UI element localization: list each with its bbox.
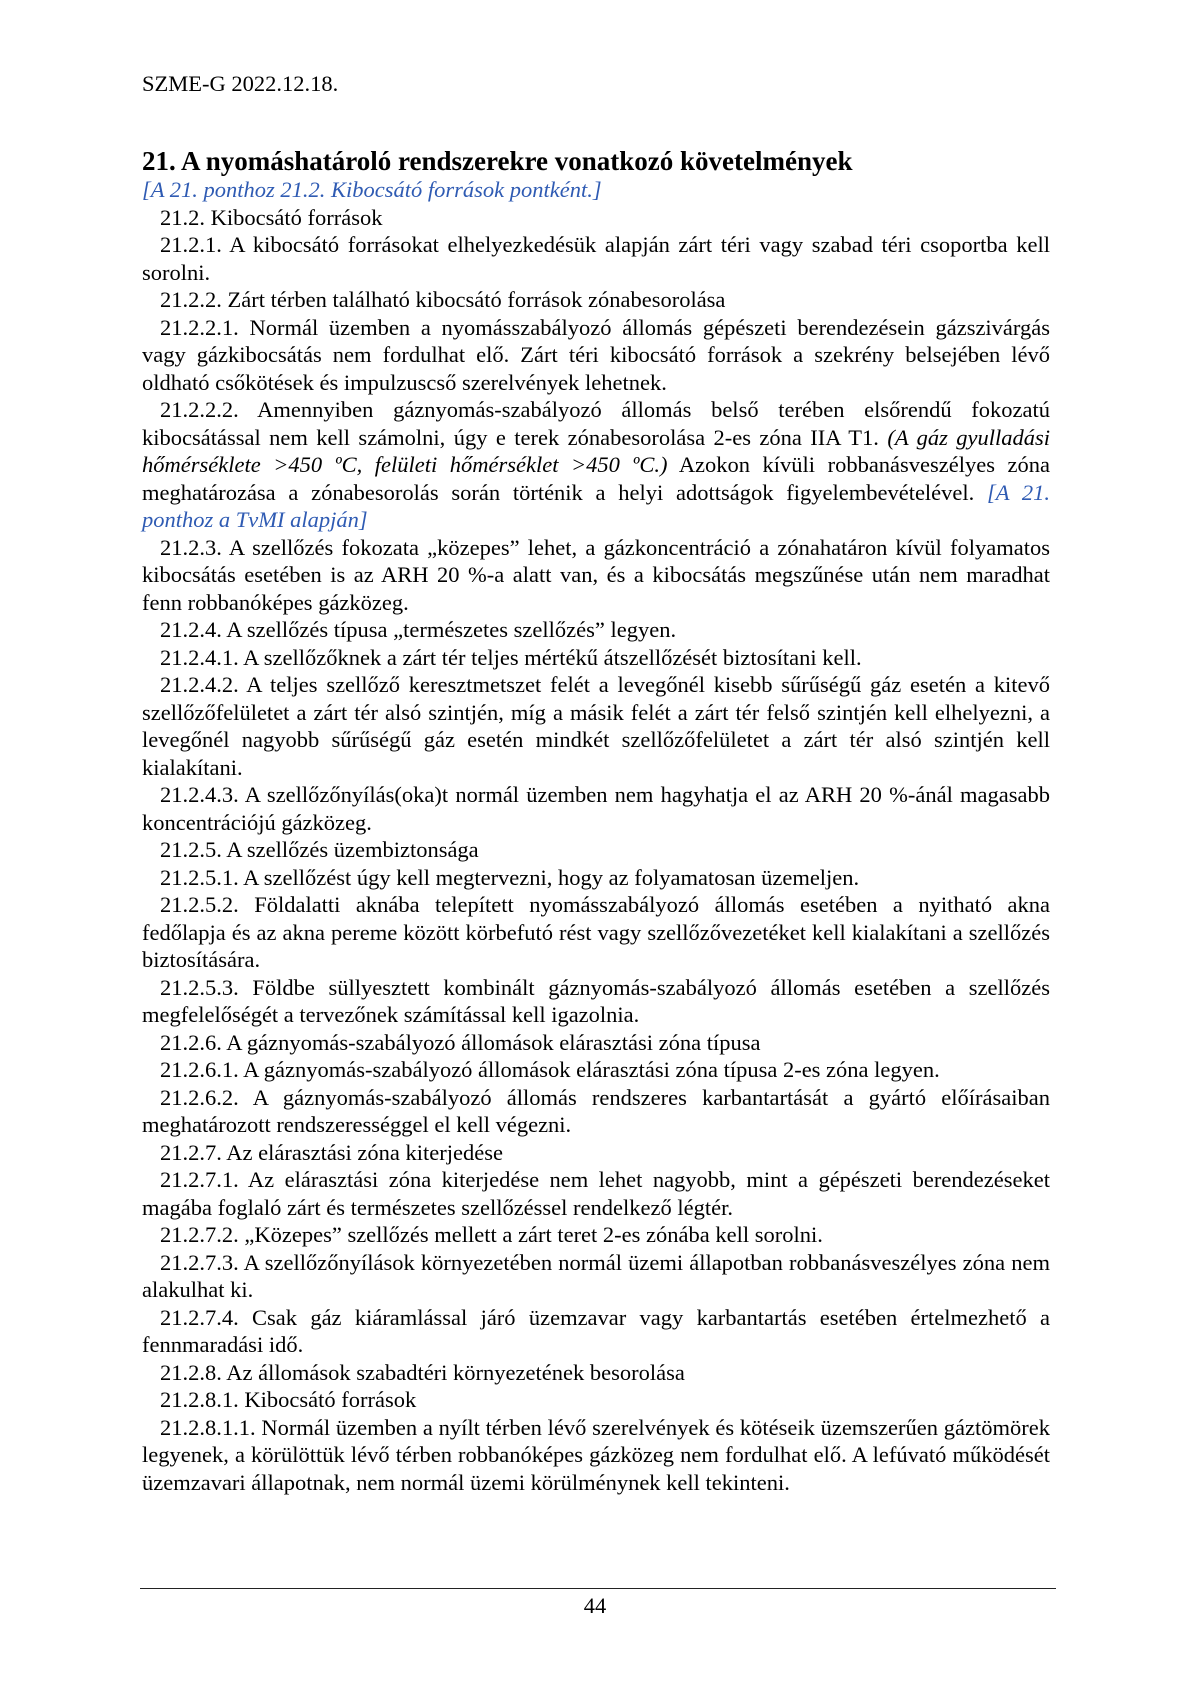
paragraph-21-2-2: 21.2.2. Zárt térben található kibocsátó források zónabesorolása (160, 287, 726, 312)
paragraph-21-2-8-1-1: 21.2.8.1.1. Normál üzemben a nyílt térben lévő szerelvények és kötéseik üzemszerűen gáztömörek legyenek, a körülöttük lévő térben robbanóképes gázközeg nem fordulhat elő. A lefúvató működését üzemzavari állapotnak, nem normál üzemi körülménynek kell tekinteni. (142, 1414, 1050, 1495)
paragraph-21-2-7-1: 21.2.7.1. Az elárasztási zóna kiterjedése nem lehet nagyobb, mint a gépészeti berendezéseket magába foglaló zárt és természetes szellőzéssel rendelkező légtér. (142, 1167, 1050, 1220)
paragraph-21-2-7-3: 21.2.7.3. A szellőzőnyílások környezetében normál üzemi állapotban robbanásveszélyes zóna nem alakulhat ki. (142, 1249, 1050, 1302)
paragraph-21-2-7-4: 21.2.7.4. Csak gáz kiáramlással járó üzemzavar vagy karbantartás esetében értelmezhető a fennmaradási idő. (142, 1304, 1050, 1357)
tvmi-reference: [A 21. ponthoz a TvMI alapján] (142, 479, 1050, 532)
temperature-note: (A gáz gyulladási hőmérséklete >450 ºC, felületi hőmérséklet >450 ºC.) (142, 424, 1051, 477)
paragraph-21-2-6-1: 21.2.6.1. A gáznyomás-szabályozó állomások elárasztási zóna típusa 2-es zóna legyen. (160, 1057, 940, 1082)
paragraph-text: 21.2.2.2. Amennyiben gáznyomás-szabályozó állomás belső terében elsőrendű fokozatú kibocsátással nem kell számolni, úgy e terek zónabesorolása 2-es zóna IIA T1. (142, 397, 1050, 450)
paragraph-21-2-2-2 (142, 396, 1050, 534)
paragraph-21-2-3: 21.2.3. A szellőzés fokozata „közepes” lehet, a gázkoncentráció a zónahatáron kívül folyamatos kibocsátás esetében is az ARH 20 %-a alatt van, és a kibocsátás megszűnése után nem maradhat fenn robbanóképes gázközeg. (142, 534, 1050, 615)
footer-divider (140, 1588, 1056, 1589)
paragraph-21-2-6: 21.2.6. A gáznyomás-szabályozó állomások elárasztási zóna típusa (160, 1029, 761, 1055)
paragraph-21-2-4-1: 21.2.4.1. A szellőzőknek a zárt tér teljes mértékű átszellőzését biztosítani kell. (160, 644, 862, 670)
document-header: SZME-G 2022.12.18. (142, 71, 339, 96)
main-content (142, 146, 1050, 1496)
paragraph-21-2-1: 21.2.1. A kibocsátó forrásokat elhelyezkedésük alapján zárt téri vagy szabad téri csoportba kell sorolni. (142, 232, 1050, 285)
paragraph-21-2-7-2: 21.2.7.2. „Közepes” szellőzés mellett a zárt teret 2-es zónába kell sorolni. (160, 1222, 823, 1247)
section-title: 21. A nyomáshatároló rendszerekre vonatkozó követelmények (142, 146, 853, 176)
paragraph-21-2-4-3: 21.2.4.3. A szellőzőnyílás(oka)t normál üzemben nem hagyhatja el az ARH 20 %-ánál magasabb koncentrációjú gázközeg. (142, 782, 1050, 835)
paragraph-21-2-6-2: 21.2.6.2. A gáznyomás-szabályozó állomás rendszeres karbantartását a gyártó előírásaiban meghatározott rendszerességgel el kell végezni. (142, 1084, 1050, 1137)
paragraph-21-2-4-2: 21.2.4.2. A teljes szellőző keresztmetszet felét a levegőnél kisebb sűrűségű gáz esetén a kitevő szellőzőfelületet a zárt tér alsó szintjén, míg a másik felét a zárt tér felső szintjén kell elhelyezni, a levegőnél nagyobb sűrűségű gáz esetén mindkét szellőzőfelületet a zárt tér alsó szintjén kell kialakítani. (142, 672, 1050, 780)
paragraph-21-2-7: 21.2.7. Az elárasztási zóna kiterjedése (160, 1139, 503, 1165)
paragraph-21-2-5-3: 21.2.5.3. Földbe süllyesztett kombinált gáznyomás-szabályozó állomás esetében a szellőzés megfelelőségét a tervezőnek számítással kell igazolnia. (142, 974, 1050, 1027)
paragraph-text-continued: Azokon kívüli robbanásveszélyes zóna meghatározása a zónabesorolás során történik a helyi adottságok figyelembevételével. (142, 452, 1050, 505)
paragraph-21-2-5: 21.2.5. A szellőzés üzembiztonsága (160, 837, 479, 862)
paragraph-21-2-8-1: 21.2.8.1. Kibocsátó források (160, 1387, 417, 1412)
paragraph-21-2: 21.2. Kibocsátó források (160, 204, 383, 230)
paragraph-21-2-4: 21.2.4. A szellőzés típusa „természetes szellőzés” legyen. (160, 617, 677, 642)
paragraph-21-2-5-2: 21.2.5.2. Földalatti aknába telepített nyomásszabályozó állomás esetében a nyitható akna fedőlapja és az akna pereme között körbefutó rést vagy szellőzővezetéket kell kialakítani a szellőzés biztosítására. (142, 892, 1050, 972)
paragraph-21-2-2-1: 21.2.2.1. Normál üzemben a nyomásszabályozó állomás gépészeti berendezésein gázszivárgás vagy gázkibocsátás nem fordulhat elő. Zárt téri kibocsátó források a szekrény belsejében lévő oldható csőkötések és impulzuscső szerelvények lehetnek. (142, 314, 1050, 395)
section-reference-note: [A 21. ponthoz 21.2. Kibocsátó források pontként.] (142, 177, 602, 202)
page-number: 44 (583, 1593, 607, 1618)
paragraph-21-2-5-1: 21.2.5.1. A szellőzést úgy kell megtervezni, hogy az folyamatosan üzemeljen. (160, 864, 860, 890)
paragraph-21-2-8: 21.2.8. Az állomások szabadtéri környezetének besorolása (160, 1359, 685, 1385)
